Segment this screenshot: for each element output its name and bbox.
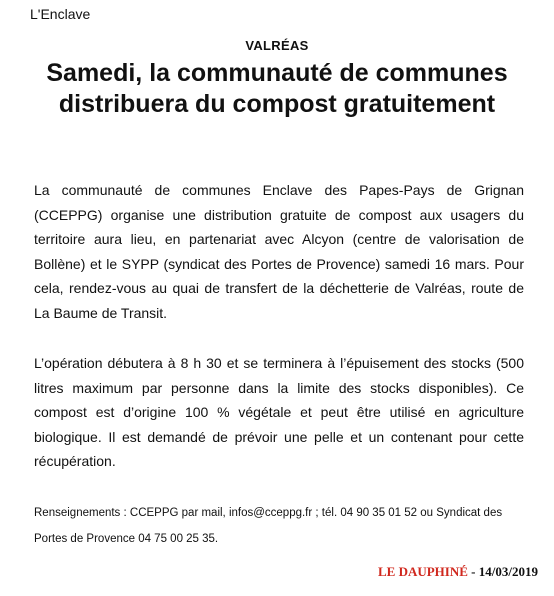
publication-name: LE DAUPHINÉ <box>377 564 468 579</box>
source-credit <box>378 564 538 580</box>
contact-info: Renseignements : CCEPPG par mail, infos@cceppg.fr ; tél. 04 90 35 01 52 ou Syndicat des Portes de Provence 04 75 00 25 35. <box>34 507 503 545</box>
article-paragraph-1: La communauté de communes Enclave des Papes-Pays de Grignan (CCEPPG) organise une distribution gratuite de compost aux usagers du territoire aura lieu, en partenariat avec Alcyon (centre de valorisation de Bollène) et le SYPP (syndicat des Portes de Provence) samedi 16 mars. Pour cela, rendez-vous au quai de transfert de la déchetterie de Valréas, route de La Baume de Transit. <box>34 182 524 321</box>
source-separator: - <box>467 564 479 579</box>
article-headline: Samedi, la communauté de communes distribuera du compost gratuitement <box>46 59 508 118</box>
article-kicker: VALRÉAS <box>245 38 309 53</box>
section-tag: L'Enclave <box>30 6 91 22</box>
publication-date: 14/03/2019 <box>478 564 538 579</box>
article-paragraph-2: L’opération débutera à 8 h 30 et se terminera à l’épuisement des stocks (500 litres maximum par personne dans la limite des stocks disponibles). Ce compost est d’origine 100 % végétale et peut être utilisé en agriculture biologique. Il est demandé de prévoir une pelle et un contenant pour cette récupération. <box>34 355 524 469</box>
